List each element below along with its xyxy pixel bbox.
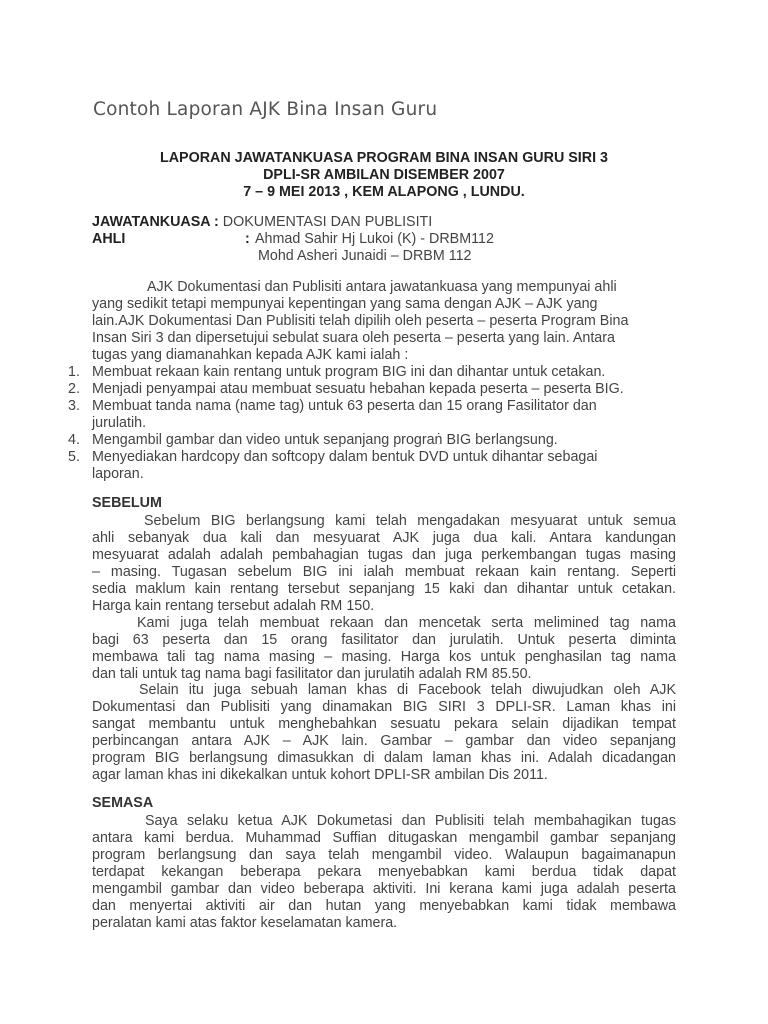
committee-row (92, 214, 432, 231)
members-label: AHLI (92, 231, 126, 247)
text-line: Sebelum BIG berlangsung kami telah mengadakan mesyuarat untuk semua (144, 513, 676, 529)
list-text: Menyediakan hardcopy dan softcopy dalam bentuk DVD untuk dihantar sebagai (92, 449, 598, 465)
text-line: terdapat kekangan beberapa pekara menyebabkan kami berdua tidak dapat (92, 864, 676, 880)
committee-label: JAWATANKUASA : (92, 214, 219, 230)
text-line: Kami juga telah membuat rekaan dan mencetak serta melimined tag nama (137, 615, 676, 631)
text-line: mesyuarat adalah adalah pembahagian tugas dan juga perkembangan tugas masing (92, 547, 676, 563)
list-text: laporan. (92, 466, 144, 482)
task-list (68, 364, 678, 483)
list-item (68, 381, 678, 398)
text-line: dan menyertai aktiviti air dan hutan yang menyebabkan kami tidak membawa (92, 898, 676, 914)
text-line: dan tali untuk tag nama bagi fasilitator dan jurulatih adalah RM 85.50. (92, 666, 532, 682)
text-line: Saya selaku ketua AJK Dokumetasi dan Publisiti telah membahagikan tugas (145, 813, 676, 829)
text-line: sangat membantu untuk menghebahkan sesuatu pekara selain dijadikan tempat (92, 716, 676, 732)
text-line: Harga kain rentang tersebut adalah RM 150. (92, 598, 375, 614)
committee-value: DOKUMENTASI DAN PUBLISITI (218, 214, 433, 230)
list-text: Membuat rekaan kain rentang untuk program BIG ini dan dihantar untuk cetakan. (92, 364, 606, 380)
text-line: sedia maklum kain rentang tersebut sepanjang 15 kaki dan dihantar untuk cetakan. (92, 581, 676, 597)
report-header-line: 7 – 9 MEI 2013 , KEM ALAPONG , LUNDU. (243, 184, 525, 200)
report-header-line: DPLI-SR AMBILAN DISEMBER 2007 (263, 167, 505, 183)
section-heading-semasa: SEMASA (92, 795, 154, 811)
text-line: mengambil gambar dan video beberapa aktiviti. Ini kerana kami juga adalah peserta (92, 881, 676, 897)
text-line: lain.AJK Dokumentasi Dan Publisiti telah dipilih oleh peserta – peserta Program Bina (92, 313, 629, 329)
text-line: AJK Dokumentasi dan Publisiti antara jawatankuasa yang mempunyai ahli (147, 279, 617, 295)
member-name: Ahmad Sahir Hj Lukoi (K) - DRBM112 (255, 231, 494, 247)
list-text: Mengambil gambar dan video untuk sepanjang prograṅ BIG berlangsung. (92, 432, 558, 448)
list-text: Menjadi penyampai atau membuat sesuatu hebahan kepada peserta – peserta BIG. (92, 381, 624, 397)
text-line: Insan Siri 3 dan dipersetujui sebulat suara oleh peserta – peserta yang lain. Antara (92, 330, 615, 346)
report-header-line: LAPORAN JAWATANKUASA PROGRAM BINA INSAN GURU SIRI 3 (160, 150, 608, 166)
sebelum-paragraph (92, 513, 676, 615)
text-line: tugas yang diamanahkan kepada AJK kami ialah : (92, 347, 409, 363)
text-line: perbincangan antara AJK – AJK lain. Gambar – gambar dan video sepanjang (92, 733, 676, 749)
sebelum-paragraph (92, 682, 676, 784)
list-text: Membuat tanda nama (name tag) untuk 63 peserta dan 15 orang Fasilitator dan (92, 398, 597, 414)
list-number: 4. (68, 432, 80, 448)
text-line: antara kami berdua. Muhammad Suffian ditugaskan mengambil gambar sepanjang (92, 830, 676, 846)
member-name: Mohd Asheri Junaidi – DRBM 112 (258, 248, 472, 264)
text-line: peralatan kami atas faktor keselamatan kamera. (92, 915, 398, 931)
list-item (68, 449, 678, 483)
text-line: yang sedikit tetapi mempunyai kepentingan yang sama dengan AJK – AJK yang (92, 296, 598, 312)
list-item (68, 364, 678, 381)
text-line: bagi 63 peserta dan 15 orang fasilitator dan jurulatih. Untuk peserta diminta (92, 632, 676, 648)
intro-paragraph (92, 279, 676, 364)
text-line: ahli sebanyak dua kali dan mesyuarat AJK juga dua kali. Antara kandungan (92, 530, 676, 546)
list-item (68, 398, 678, 432)
list-item (68, 432, 678, 449)
members-row (92, 231, 494, 248)
document-title: Contoh Laporan AJK Bina Insan Guru (93, 99, 438, 120)
sebelum-paragraph (92, 615, 676, 683)
text-line: Selain itu juga sebuah laman khas di Facebook telah diwujudkan oleh AJK (139, 682, 676, 698)
list-number: 2. (68, 381, 80, 397)
text-line: membawa tali tag nama masing – masing. Harga kos untuk penghasilan tag nama (92, 649, 676, 665)
text-line: agar laman khas ini dikekalkan untuk kohort DPLI-SR ambilan Dis 2011. (92, 767, 548, 783)
text-line: program berlangsung dan saya telah mengambil video. Walaupun bagaimanapun (92, 847, 676, 863)
report-header (92, 150, 676, 201)
members-colon: : (245, 231, 250, 247)
text-line: Dokumentasi dan Publisiti yang dinamakan BIG SIRI 3 DPLI-SR. Laman khas ini (92, 699, 676, 715)
list-number: 5. (68, 449, 80, 465)
list-number: 1. (68, 364, 80, 380)
semasa-paragraph (92, 813, 676, 932)
text-line: – masing. Tugasan sebelum BIG ini ialah membuat rekaan kain rentang. Seperti (92, 564, 676, 580)
text-line: program BIG berlangsung dimasukkan di dalam laman khas ini. Adalah dicadangan (92, 750, 676, 766)
section-heading-sebelum: SEBELUM (92, 495, 162, 511)
list-text: jurulatih. (92, 415, 147, 431)
list-number: 3. (68, 398, 80, 414)
